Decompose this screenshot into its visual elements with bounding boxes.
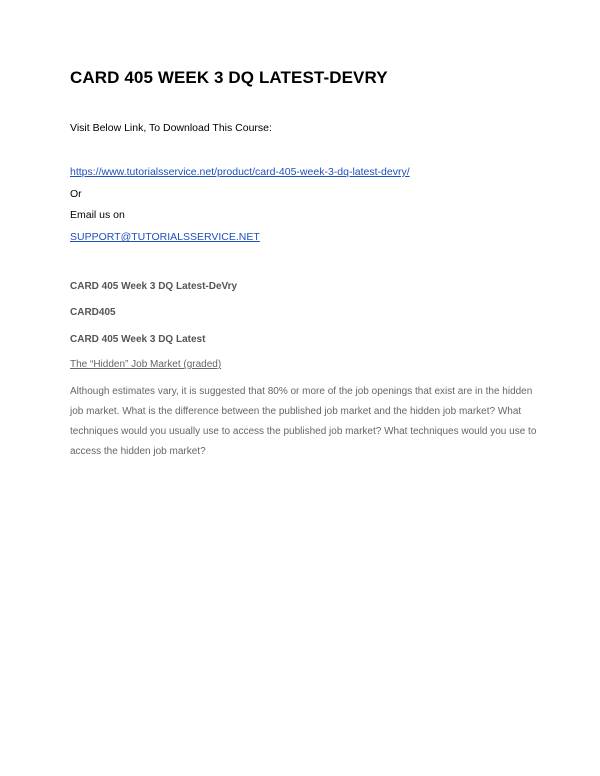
email-link[interactable]: SUPPORT@TUTORIALSSERVICE.NET: [70, 231, 260, 243]
email-label: Email us on: [70, 209, 125, 221]
heading-course-latest: CARD 405 Week 3 DQ Latest-DeVry: [70, 281, 238, 292]
discussion-body: Although estimates vary, it is suggested that 80% or more of the job openings that exist are in the hidden job market. What is the difference between the published job market and the hidden job market? What techniques would you usually use to access the published job market? What techniques would you use to access the hidden job market?: [70, 386, 537, 457]
course-link[interactable]: https://www.tutorialsservice.net/product/card-405-week-3-dq-latest-devry/: [70, 166, 410, 178]
or-text: Or: [70, 188, 82, 200]
heading-course-code: CARD405: [70, 307, 116, 318]
document-title: CARD 405 WEEK 3 DQ LATEST-DEVRY: [70, 68, 388, 87]
intro-text: Visit Below Link, To Download This Course:: [70, 122, 272, 134]
discussion-subheading: The “Hidden” Job Market (graded): [70, 359, 222, 370]
heading-week-dq: CARD 405 Week 3 DQ Latest: [70, 334, 206, 345]
